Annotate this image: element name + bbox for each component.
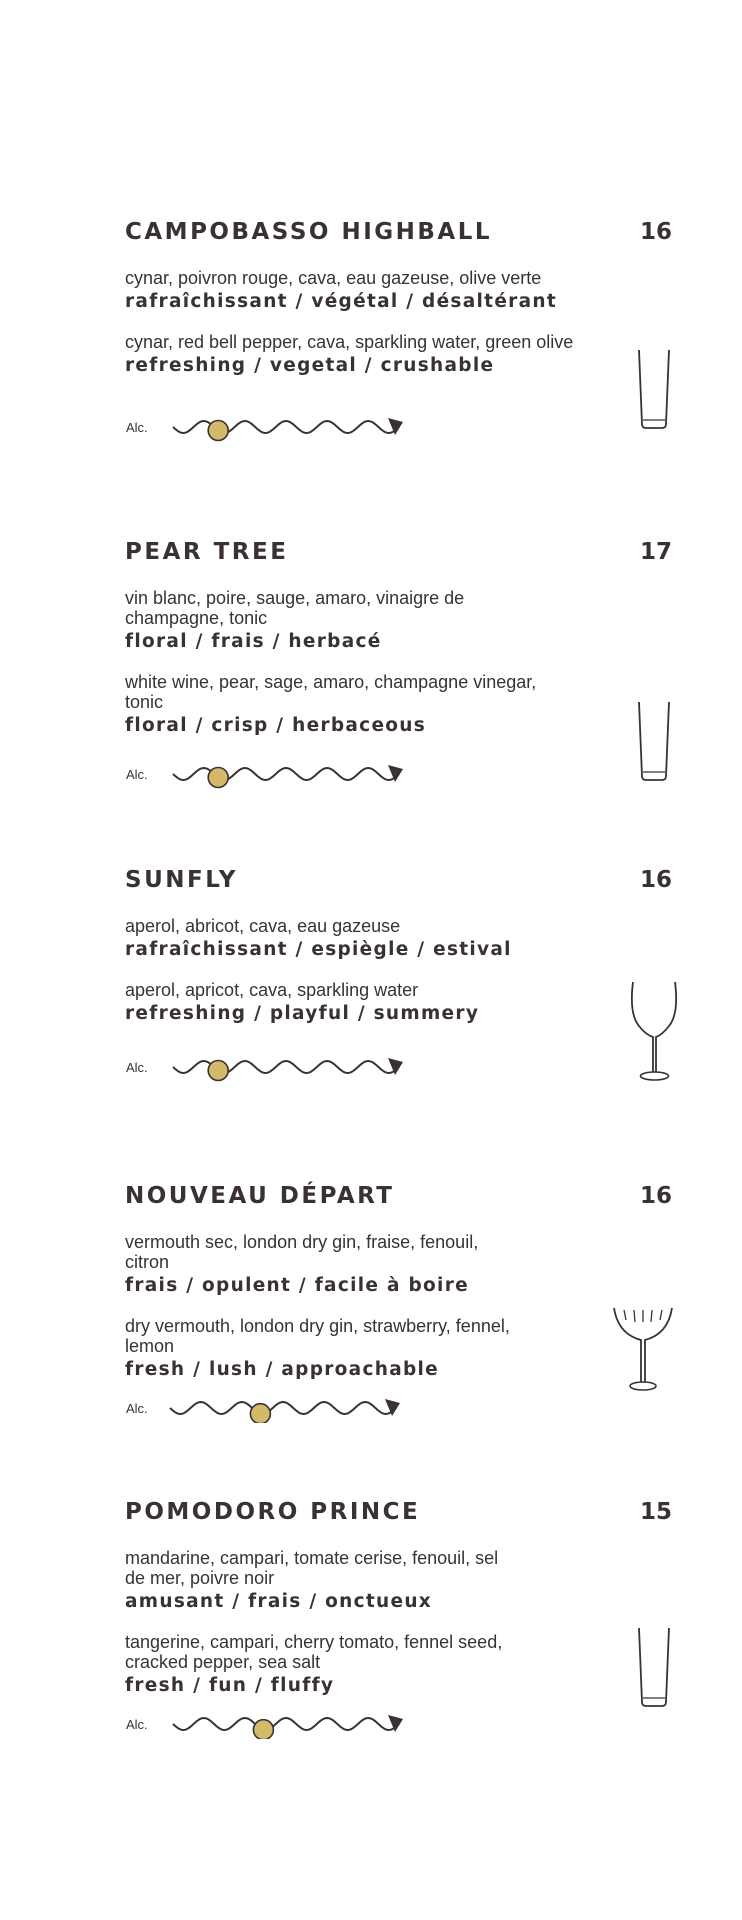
- drink-ingredients-fr: mandarine, campari, tomate cerise, fenouil, sel de mer, poivre noir: [125, 1548, 499, 1588]
- drink-ingredients-en: aperol, apricot, cava, sparkling water: [125, 980, 419, 1000]
- wine-glass-icon: [627, 980, 681, 1084]
- drink-ingredients-en: cynar, red bell pepper, cava, sparkling water, green olive: [125, 332, 574, 352]
- alcohol-wave-line: [170, 1402, 396, 1414]
- alcohol-scale-wave-icon: [169, 1052, 419, 1082]
- alcohol-wave-line: [173, 421, 399, 433]
- drink-ingredients-en: white wine, pear, sage, amaro, champagne vinegar, tonic: [125, 672, 537, 712]
- drink-tags-en: fresh / lush / approachable: [125, 1359, 440, 1380]
- drink-tags-fr: floral / frais / herbacé: [125, 631, 382, 652]
- highball-glass-icon: [634, 1626, 674, 1710]
- drink-title: PEAR TREE: [125, 539, 289, 565]
- alcohol-scale-wave-icon: [166, 1393, 416, 1423]
- alcohol-wave-line: [173, 768, 399, 780]
- alcohol-level-dot: [208, 421, 228, 441]
- drink-campobasso-highball: [125, 218, 675, 438]
- drink-tags-en: refreshing / playful / summery: [125, 1003, 480, 1024]
- alcohol-level-dot: [253, 1720, 273, 1739]
- highball-glass-icon: [634, 700, 674, 784]
- alcohol-scale: [125, 1709, 425, 1739]
- alcohol-scale: [125, 412, 425, 442]
- drink-price: 16: [639, 1183, 672, 1209]
- alcohol-scale-wave-icon: [169, 412, 419, 442]
- drink-pear-tree: [125, 538, 675, 788]
- drink-tags-fr: frais / opulent / facile à boire: [125, 1275, 469, 1296]
- alcohol-wave-line: [173, 1718, 399, 1730]
- alcohol-scale-label: Alc.: [126, 1401, 148, 1416]
- alcohol-scale: [125, 1052, 425, 1082]
- drink-tags-fr: amusant / frais / onctueux: [125, 1591, 433, 1612]
- drink-ingredients-fr: aperol, abricot, cava, eau gazeuse: [125, 916, 401, 936]
- drink-price: 15: [639, 1499, 672, 1525]
- drink-tags-en: floral / crisp / herbaceous: [125, 715, 427, 736]
- alcohol-scale-label: Alc.: [126, 420, 148, 435]
- drink-price: 17: [639, 539, 672, 565]
- alcohol-level-dot: [208, 1061, 228, 1081]
- drink-tags-en: fresh / fun / fluffy: [125, 1675, 335, 1696]
- drink-price: 16: [639, 867, 672, 893]
- drink-tags-fr: rafraîchissant / végétal / désaltérant: [125, 291, 557, 312]
- drink-ingredients-fr: vermouth sec, london dry gin, fraise, fenouil, citron: [125, 1232, 479, 1272]
- drink-nouveau-depart: [125, 1182, 675, 1432]
- alcohol-scale-label: Alc.: [126, 1060, 148, 1075]
- alcohol-scale-wave-icon: [169, 1709, 419, 1739]
- drink-sunfly: [125, 866, 675, 1096]
- coupe-glass-icon: [610, 1304, 676, 1394]
- drink-tags-fr: rafraîchissant / espiègle / estival: [125, 939, 512, 960]
- drink-tags-en: refreshing / vegetal / crushable: [125, 355, 495, 376]
- drink-ingredients-en: dry vermouth, london dry gin, strawberry, fennel, lemon: [125, 1316, 510, 1356]
- drink-title: SUNFLY: [125, 867, 238, 893]
- alcohol-scale-wave-icon: [169, 759, 419, 789]
- drink-price: 16: [639, 219, 672, 245]
- drink-title: CAMPOBASSO HIGHBALL: [125, 219, 493, 245]
- drink-title: NOUVEAU DÉPART: [125, 1183, 395, 1209]
- drink-pomodoro-prince: [125, 1498, 675, 1758]
- drink-ingredients-fr: cynar, poivron rouge, cava, eau gazeuse, olive verte: [125, 268, 542, 288]
- drink-ingredients-fr: vin blanc, poire, sauge, amaro, vinaigre de champagne, tonic: [125, 588, 465, 628]
- alcohol-level-dot: [250, 1404, 270, 1423]
- drink-title: POMODORO PRINCE: [125, 1499, 421, 1525]
- alcohol-scale-label: Alc.: [126, 767, 148, 782]
- alcohol-level-dot: [208, 768, 228, 788]
- alcohol-wave-line: [173, 1061, 399, 1073]
- highball-glass-icon: [634, 348, 674, 432]
- alcohol-scale: [125, 759, 425, 789]
- drink-ingredients-en: tangerine, campari, cherry tomato, fennel seed, cracked pepper, sea salt: [125, 1632, 503, 1672]
- alcohol-scale: [125, 1393, 425, 1423]
- alcohol-scale-label: Alc.: [126, 1717, 148, 1732]
